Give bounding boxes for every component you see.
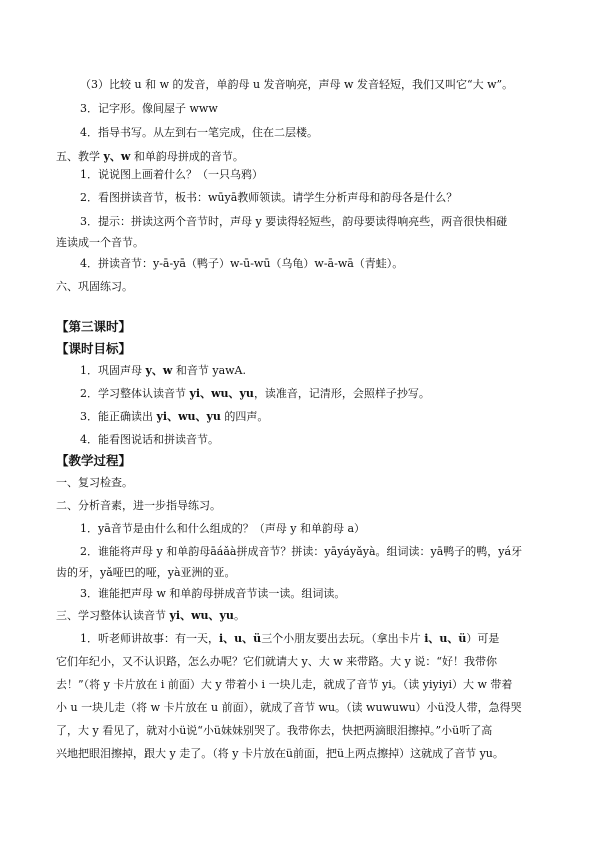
text-line: 3．记字形。像间屋子 www — [80, 102, 218, 115]
text-line: 齿的牙，yǎ哑巴的哑，yà亚洲的亚。 — [56, 566, 236, 579]
text-line: 3．谁能把声母 w 和单韵母拼成音节读一读。组词读。 — [80, 587, 346, 600]
text-line: 1．听老师讲故事：有一天，i、u、ü三个小朋友要出去玩。（拿出卡片 i、u、ü）可是 — [80, 632, 500, 645]
text-line: 3．提示：拼读这两个音节时，声母 y 要读得轻短些，韵母要读得响亮些，两音很快相碰 — [80, 215, 508, 228]
lesson-heading: 【第三课时】 — [56, 319, 132, 334]
section-heading: 六、巩固练习。 — [56, 280, 133, 293]
text-line: 1．说说图上画着什么？（一只乌鸦） — [80, 168, 263, 181]
text-line: 4．拼读音节：y-ā-yā（鸭子）w-ū-wū（乌龟）w-ā-wā（青蛙）。 — [80, 257, 404, 270]
objectives-heading: 【课时目标】 — [56, 341, 132, 356]
text-line: 1．yā音节是由什么和什么组成的？（声母 y 和单韵母 a） — [80, 522, 366, 535]
process-heading: 【教学过程】 — [56, 453, 132, 468]
text-line: 它们年纪小，又不认识路，怎么办呢？它们就请大 y、大 w 来带路。大 y 说：“好！我带你 — [56, 655, 497, 668]
text-line: 2．看图拼读音节，板书：wūyā教师领读。请学生分析声母和韵母各是什么？ — [80, 191, 458, 204]
text-line: 4．能看图说话和拼读音节。 — [80, 433, 219, 446]
text-line: 3．能正确读出 yi、wu、yu 的四声。 — [80, 410, 269, 423]
text-line: 连读成一个音节。 — [56, 236, 144, 249]
text-line: 2．学习整体认读音节 yi、wu、yu，读准音，记清形，会照样子抄写。 — [80, 387, 430, 400]
section-heading: 二、分析音素，进一步指导练习。 — [56, 499, 221, 512]
section-heading: 三、学习整体认读音节 yi、wu、yu。 — [56, 609, 245, 622]
text-line: 去！”（将 y 卡片放在 i 前面）大 y 带着小 i 一块儿走，就成了音节 yi。（读 yiyiyi）大 w 带着 — [56, 678, 513, 691]
text-line: 1．巩固声母 y、w 和音节 yawA. — [80, 364, 246, 377]
text-line: 2．谁能将声母 y 和单韵母āáǎà拼成音节？拼读：yāyáyǎyà。组词读：yā鸭子的鸭，yá牙 — [80, 545, 523, 558]
text-line: 4．指导书写。从左到右一笔完成，住在二层楼。 — [80, 126, 318, 139]
text-line: 了，大 y 看见了，就对小ü说“小ü妹妹别哭了。我带你去，快把两滴眼泪擦掉。”小ü听了高 — [56, 724, 493, 737]
section-heading: 一、复习检查。 — [56, 476, 133, 489]
text-line: （3）比较 u 和 w 的发音，单韵母 u 发音响亮，声母 w 发音轻短，我们又叫它“大 w”。 — [80, 78, 514, 91]
text-line: 兴地把眼泪擦掉，跟大 y 走了。（将 y 卡片放在ü前面，把ü上两点擦掉）这就成了音节 yu。 — [56, 747, 504, 760]
section-heading: 五、教学 y、w 和单韵母拼成的音节。 — [56, 150, 244, 163]
text-line: 小 u 一块儿走（将 w 卡片放在 u 前面），就成了音节 wu。（读 wuwuwu）小ü没人带，急得哭 — [56, 701, 522, 714]
